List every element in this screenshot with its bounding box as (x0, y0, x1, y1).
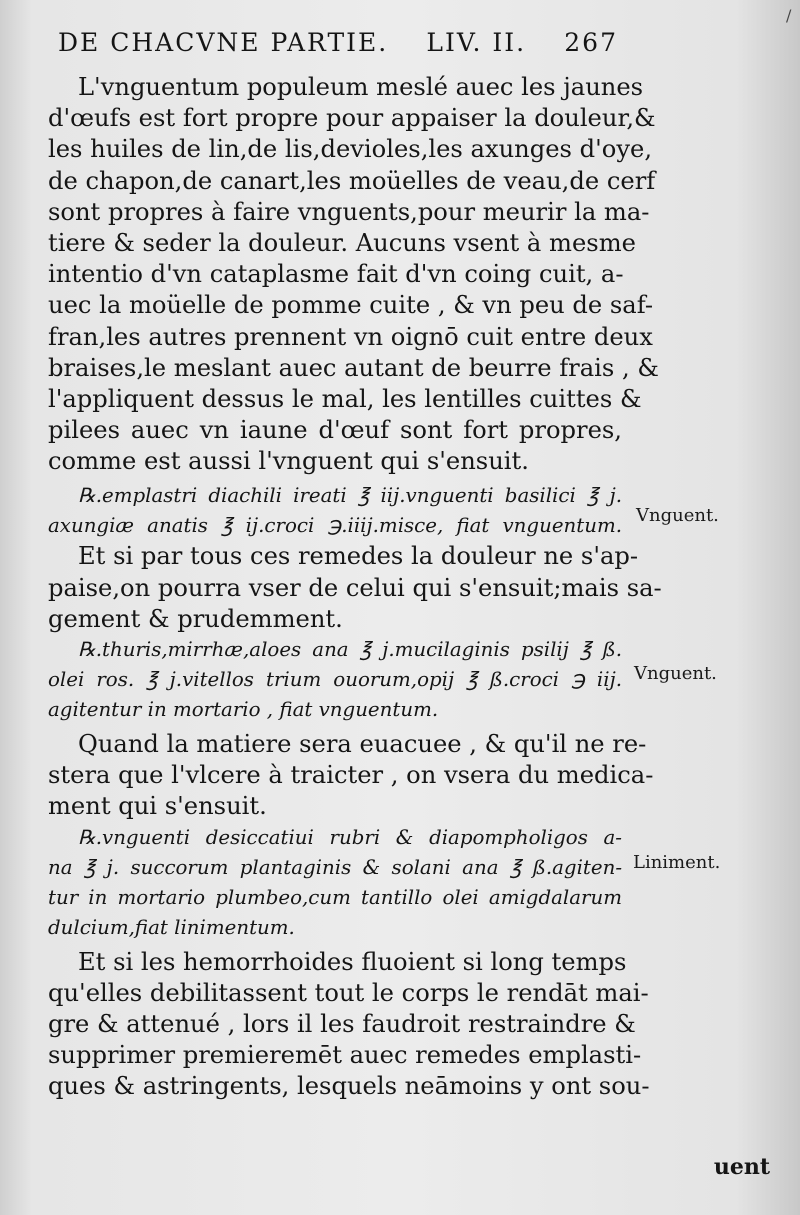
running-header (58, 28, 618, 57)
text-line: Et si les hemorrhoides fluoient si long temps (78, 947, 627, 976)
recipe-line: agitentur in mortario , fiat vnguentum. (48, 698, 439, 721)
text-line: braises,le meslant auec autant de beurre frais , & (48, 353, 659, 382)
text-line: l'appliquent dessus le mal, les lentilles cuittes & (48, 384, 642, 413)
recipe-line: na ℥ j. succorum plantaginis & solani ana ℥ ß.agiten- (48, 855, 622, 879)
text-line: les huiles de lin,de lis,devioles,les axunges d'oye, (48, 135, 653, 164)
recipe-2 (48, 635, 622, 725)
recipe-line: ℞.emplastri diachili ireati ℥ iij.vnguenti basilici ℥ j. (78, 484, 622, 508)
recipe-line: ℞.vnguenti desiccatiui rubri & diapompholigos a- (78, 825, 622, 849)
text-line: pilees auec vn iaune d'œuf sont fort propres, (48, 416, 622, 445)
header-book: LIV. II. (426, 28, 527, 57)
recipe-line: ℞.thuris,mirrhæ,aloes ana ℥ j.mucilaginis psilij ℥ ß. (78, 638, 622, 661)
paragraph-1 (48, 72, 659, 477)
text-line: tiere & seder la douleur. Aucuns vsent à mesme (48, 228, 636, 257)
text-line: gement & prudemment. (48, 604, 343, 633)
text-line: Quand la matiere sera euacuee , & qu'il ne re- (78, 730, 647, 758)
text-line: L'vnguentum populeum meslé auec les jaunes (78, 73, 644, 101)
body-text (48, 72, 662, 1103)
text-line: stera que l'vlcere à traicter , on vsera du medica- (48, 761, 654, 790)
text-line: paise,on pourra vser de celui qui s'ensuit;mais sa- (48, 573, 662, 602)
text-line: d'œufs est fort propre pour appaiser la douleur,& (48, 104, 656, 133)
text-line: qu'elles debilitassent tout le corps le rendāt mai- (48, 978, 649, 1007)
text-line: ment qui s'ensuit. (48, 792, 267, 821)
margin-note: Vnguent. (636, 505, 719, 526)
text-line: Et si par tous ces remedes la douleur ne s'ap- (78, 542, 639, 571)
paragraph-3 (48, 729, 654, 823)
margin-note: Vnguent. (634, 663, 717, 684)
recipe-line: dulcium,fiat linimentum. (48, 915, 295, 939)
recipe-1 (48, 481, 622, 541)
recipe-line: olei ros. ℥ j.vitellos trium ouorum,opij ℥ ß.croci ℈ iij. (48, 668, 622, 691)
recipe-line: tur in mortario plumbeo,cum tantillo olei amigdalarum (48, 885, 622, 909)
catchword: uent (713, 1154, 770, 1180)
page-number: 267 (564, 28, 618, 57)
margin-note: Liniment. (633, 852, 721, 873)
text-line: sont propres à faire vnguents,pour meurir la ma- (48, 197, 650, 226)
header-title: DE CHACVNE PARTIE. (58, 28, 389, 57)
text-line: gre & attenué , lors il les faudroit restraindre & (48, 1009, 636, 1038)
text-line: ques & astringents, lesquels neāmoins y ont sou- (48, 1072, 650, 1101)
recipe-line: axungiæ anatis ℥ ij.croci ℈.iiij.misce, fiat vnguentum. (48, 514, 622, 538)
text-line: de chapon,de canart,les moüelles de veau,de cerf (48, 166, 656, 195)
corner-mark: / (786, 6, 792, 25)
text-line: supprimer premieremēt auec remedes emplasti- (48, 1041, 642, 1070)
recipe-3 (48, 823, 622, 943)
text-line: intentio d'vn cataplasme fait d'vn coing cuit, a- (48, 260, 624, 289)
paragraph-4 (48, 947, 650, 1103)
paragraph-2 (48, 541, 662, 635)
text-line: fran,les autres prennent vn oignō cuit entre deux (48, 322, 653, 351)
text-line: comme est aussi l'vnguent qui s'ensuit. (48, 447, 529, 476)
text-line: uec la moüelle de pomme cuite , & vn peu de saf- (48, 291, 653, 320)
